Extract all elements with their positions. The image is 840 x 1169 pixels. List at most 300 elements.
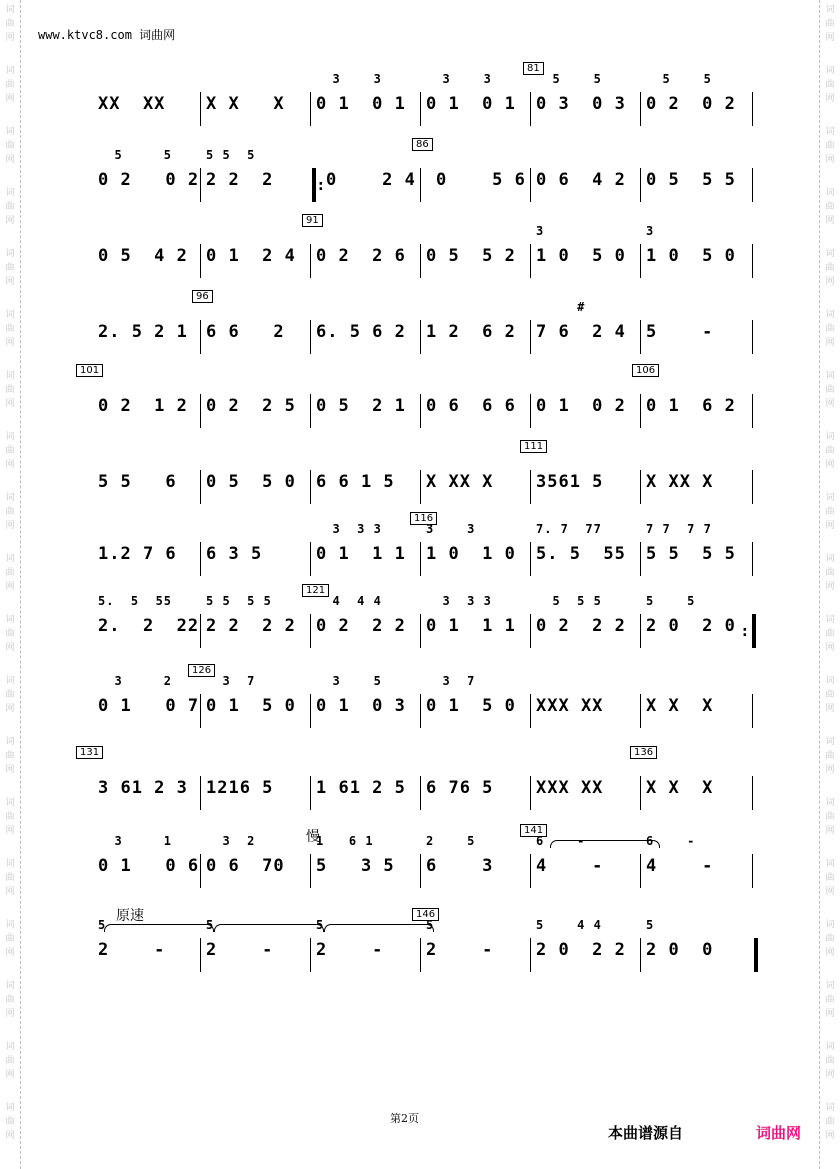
measure-notes: X X X [646, 778, 714, 798]
barline [200, 854, 201, 888]
watermark-char: 词 [5, 737, 15, 747]
barline [420, 938, 421, 972]
measure-notes: 2 2 2 2 [206, 616, 296, 636]
measure-notes: XXX XX [536, 696, 604, 716]
watermark-char: 词 [5, 554, 15, 564]
watermark-char: 词 [5, 981, 15, 991]
tie-a [104, 924, 214, 932]
watermark-char: 网 [825, 155, 835, 165]
measure-notes: 2 - [426, 940, 494, 960]
watermark-char: 网 [825, 521, 835, 531]
barline [310, 244, 311, 278]
watermark-char: 曲 [825, 446, 835, 456]
watermark-char: 曲 [5, 995, 15, 1005]
watermark-char: 网 [5, 948, 15, 958]
upper-voice: 5 5 5 [206, 148, 256, 162]
watermark-char: 曲 [825, 1056, 835, 1066]
score-row [80, 365, 756, 430]
upper-voice: 5 [206, 918, 215, 932]
measure-notes: 3 61 2 3 [98, 778, 188, 798]
measure-notes: 0 6 70 [206, 856, 285, 876]
page-number: 第2页 [390, 1112, 419, 1125]
upper-voice: # [536, 300, 586, 314]
barline [752, 776, 753, 810]
watermark-char: 词 [825, 554, 835, 564]
watermark-char: 词 [825, 5, 835, 15]
upper-voice: 3 [646, 224, 655, 238]
measure-notes: 2 - [316, 940, 384, 960]
upper-voice: 4 4 4 [316, 594, 382, 608]
watermark-char: 词 [825, 1103, 835, 1113]
barline [752, 694, 753, 728]
barline [200, 168, 201, 202]
watermark-char: 网 [5, 338, 15, 348]
barline [310, 694, 311, 728]
score-row [96, 291, 756, 356]
measure-notes: 0 6 6 6 [426, 396, 516, 416]
barline [640, 244, 641, 278]
barline [752, 168, 753, 202]
measure-notes: 3561 5 [536, 472, 604, 492]
barline [752, 394, 753, 428]
watermark-char: 词 [5, 188, 15, 198]
measure-notes: XXX XX [536, 778, 604, 798]
barline [200, 470, 201, 504]
barline [530, 776, 531, 810]
score-row [96, 513, 756, 578]
measure-notes: 0 1 0 1 [316, 94, 406, 114]
measure-number: 101 [76, 364, 103, 377]
watermark-char: 曲 [825, 629, 835, 639]
measure-number: 136 [630, 746, 657, 759]
measure-notes: 0 3 0 3 [536, 94, 626, 114]
watermark-char: 词 [5, 615, 15, 625]
watermark-char: 网 [5, 582, 15, 592]
upper-voice: 5 5 [646, 72, 712, 86]
watermark-char: 网 [825, 1131, 835, 1141]
tie-141 [550, 840, 660, 848]
watermark-char: 网 [825, 33, 835, 43]
watermark-char: 曲 [825, 934, 835, 944]
measure-notes: 2. 2 22 [98, 616, 200, 636]
watermark-char: 词 [825, 676, 835, 686]
watermark-char: 词 [825, 859, 835, 869]
watermark-char: 词 [825, 737, 835, 747]
upper-voice: 3 1 [98, 834, 173, 848]
measure-number: 106 [632, 364, 659, 377]
barline [420, 168, 421, 202]
watermark-char: 曲 [825, 873, 835, 883]
measure-notes: 0 2 0 2 [646, 94, 736, 114]
barline [640, 168, 641, 202]
tempo-original-label: 原速 [116, 908, 144, 924]
barline [530, 394, 531, 428]
watermark-char: 网 [5, 887, 15, 897]
watermark-char: 曲 [5, 1117, 15, 1127]
watermark-char: 网 [825, 277, 835, 287]
measure-notes: 0 5 6 [436, 170, 526, 190]
measure-notes: 0 5 5 5 [646, 170, 736, 190]
barline [530, 92, 531, 126]
watermark-char: 网 [825, 94, 835, 104]
upper-voice: 3 2 [98, 674, 173, 688]
barline [640, 470, 641, 504]
barline [310, 614, 311, 648]
watermark-char: 网 [5, 826, 15, 836]
upper-voice: 6 - [646, 834, 696, 848]
watermark-char: 词 [5, 859, 15, 869]
watermark-char: 词 [825, 798, 835, 808]
upper-voice: 3 7 [426, 674, 476, 688]
watermark-char: 曲 [5, 385, 15, 395]
barline [530, 168, 531, 202]
measure-notes: X X X [206, 94, 285, 114]
watermark-char: 词 [825, 493, 835, 503]
measure-notes: 7 6 2 4 [536, 322, 626, 342]
watermark-char: 词 [5, 127, 15, 137]
measure-notes: 1.2 7 6 [98, 544, 177, 564]
watermark-char: 网 [5, 765, 15, 775]
tie-b [214, 924, 324, 932]
barline [530, 694, 531, 728]
watermark-char: 词 [825, 127, 835, 137]
upper-voice: 5. 5 55 [98, 594, 173, 608]
upper-voice: 5 5 [646, 594, 696, 608]
watermark-char: 词 [825, 432, 835, 442]
measure-number: 91 [302, 214, 323, 227]
measure-notes: 5 3 5 [316, 856, 395, 876]
watermark-char: 网 [5, 155, 15, 165]
measure-notes: 2 2 2 [206, 170, 274, 190]
measure-notes: 6. 5 6 2 [316, 322, 406, 342]
upper-voice: 7. 7 77 [536, 522, 602, 536]
measure-notes: 0 1 0 2 [536, 396, 626, 416]
watermark-char: 网 [5, 33, 15, 43]
measure-number: 126 [188, 664, 215, 677]
upper-voice: 3 3 [426, 72, 492, 86]
measure-notes: 1216 5 [206, 778, 274, 798]
watermark-char: 词 [825, 981, 835, 991]
watermark-char: 词 [825, 66, 835, 76]
upper-voice: 5 [316, 918, 325, 932]
watermark-char: 网 [825, 1070, 835, 1080]
upper-voice: 3 5 [316, 674, 382, 688]
measure-notes: 0 1 5 0 [426, 696, 516, 716]
watermark-char: 曲 [5, 202, 15, 212]
barline [420, 614, 421, 648]
score-row [96, 585, 756, 650]
measure-notes: 0 2 2 5 [206, 396, 296, 416]
score-row [96, 63, 756, 128]
upper-voice: 5 [98, 918, 107, 932]
watermark-char: 网 [825, 1009, 835, 1019]
watermark-char: 网 [825, 643, 835, 653]
barline [420, 92, 421, 126]
source-brand: 词曲网 [756, 1124, 802, 1142]
thick-barline [312, 168, 316, 202]
upper-voice: 3 3 [316, 72, 382, 86]
watermark-char: 曲 [825, 507, 835, 517]
barline [310, 542, 311, 576]
measure-notes: 1 2 6 2 [426, 322, 516, 342]
upper-voice: 3 3 3 [426, 594, 492, 608]
upper-voice: 5 [426, 918, 435, 932]
measure-notes: 5 - [646, 322, 714, 342]
watermark-char: 词 [5, 310, 15, 320]
measure-notes: 0 2 2 2 [536, 616, 626, 636]
watermark-char: 曲 [5, 629, 15, 639]
upper-voice: 3 2 [206, 834, 256, 848]
upper-voice: 3 3 3 [316, 522, 382, 536]
upper-voice: 2 5 [426, 834, 476, 848]
measure-number: 131 [76, 746, 103, 759]
watermark-char: 网 [5, 399, 15, 409]
watermark-char: 曲 [825, 263, 835, 273]
watermark-char: 词 [825, 371, 835, 381]
watermark-char: 网 [5, 460, 15, 470]
measure-notes: 0 5 2 1 [316, 396, 406, 416]
measure-notes: 5 5 6 [98, 472, 177, 492]
watermark-char: 词 [5, 1042, 15, 1052]
barline [752, 854, 753, 888]
measure-notes: 0 6 4 2 [536, 170, 626, 190]
measure-notes: 4 - [536, 856, 604, 876]
barline [310, 320, 311, 354]
measure-notes: 0 2 4 [326, 170, 416, 190]
measure-number: 121 [302, 584, 329, 597]
measure-notes: 0 5 4 2 [98, 246, 188, 266]
watermark-char: 网 [825, 765, 835, 775]
barline [640, 776, 641, 810]
barline [752, 542, 753, 576]
measure-notes: 1 0 5 0 [536, 246, 626, 266]
watermark-char: 网 [5, 643, 15, 653]
measure-notes: 1 0 1 0 [426, 544, 516, 564]
barline [530, 542, 531, 576]
watermark-char: 网 [5, 277, 15, 287]
watermark-char: 词 [825, 615, 835, 625]
barline [310, 394, 311, 428]
barline [420, 694, 421, 728]
watermark-char: 网 [825, 826, 835, 836]
watermark-char: 曲 [825, 568, 835, 578]
watermark-char: 词 [825, 920, 835, 930]
barline [310, 938, 311, 972]
watermark-char: 网 [825, 582, 835, 592]
barline [640, 854, 641, 888]
measure-notes: 2 0 2 2 [536, 940, 626, 960]
barline [640, 938, 641, 972]
measure-notes: 2 - [98, 940, 166, 960]
measure-number: 141 [520, 824, 547, 837]
upper-voice: 3 7 [206, 674, 256, 688]
measure-notes: 0 1 5 0 [206, 696, 296, 716]
barline [200, 394, 201, 428]
watermark-char: 曲 [825, 385, 835, 395]
watermark-char: 曲 [825, 324, 835, 334]
tempo-slow-label: 慢 [306, 829, 320, 845]
barline [640, 542, 641, 576]
watermark-char: 词 [825, 249, 835, 259]
barline [530, 614, 531, 648]
watermark-char: 词 [5, 66, 15, 76]
barline [752, 92, 753, 126]
upper-voice: 5 4 4 [536, 918, 602, 932]
barline [640, 92, 641, 126]
measure-notes: 0 1 0 7 [98, 696, 200, 716]
barline [200, 614, 201, 648]
barline [640, 614, 641, 648]
watermark-char: 词 [5, 432, 15, 442]
source-label: 本曲谱源自 [608, 1124, 684, 1142]
watermark-char: 词 [825, 310, 835, 320]
barline [310, 92, 311, 126]
barline [420, 470, 421, 504]
watermark-char: 曲 [5, 263, 15, 273]
watermark-char: 曲 [825, 751, 835, 761]
measure-notes: 6 3 5 [206, 544, 263, 564]
watermark-char: 曲 [5, 934, 15, 944]
measure-notes: 6 3 [426, 856, 494, 876]
measure-notes: 1 0 5 0 [646, 246, 736, 266]
score-row [96, 825, 756, 890]
watermark-char: 曲 [5, 19, 15, 29]
barline [420, 776, 421, 810]
watermark-char: 网 [5, 1009, 15, 1019]
upper-voice: 5 5 [536, 72, 602, 86]
upper-voice: 5 5 5 5 [206, 594, 272, 608]
barline [200, 938, 201, 972]
measure-notes: 4 - [646, 856, 714, 876]
barline [200, 776, 201, 810]
thick-barline [752, 614, 756, 648]
watermark-char: 曲 [825, 1117, 835, 1127]
barline [200, 244, 201, 278]
site-url: www.ktvc8.com 词曲网 [38, 28, 176, 42]
watermark-char: 曲 [5, 873, 15, 883]
repeat-start-sign: : [318, 178, 324, 194]
upper-voice: 6 - [536, 834, 586, 848]
barline [200, 320, 201, 354]
upper-voice: 5 [646, 918, 655, 932]
measure-notes: 5 5 5 5 [646, 544, 736, 564]
watermark-char: 网 [5, 704, 15, 714]
measure-notes: X X X [646, 696, 714, 716]
measure-notes: 0 1 0 6 [98, 856, 200, 876]
thick-barline [754, 938, 758, 972]
watermark-char: 网 [825, 887, 835, 897]
barline [530, 470, 531, 504]
measure-notes: 6 6 2 [206, 322, 285, 342]
watermark-char: 网 [5, 1131, 15, 1141]
score-row [80, 747, 756, 812]
watermark-char: 曲 [825, 141, 835, 151]
watermark-char: 曲 [5, 446, 15, 456]
measure-notes: 0 1 1 1 [426, 616, 516, 636]
barline [530, 244, 531, 278]
watermark-char: 曲 [5, 568, 15, 578]
measure-notes: 0 1 2 4 [206, 246, 296, 266]
measure-notes: 0 1 1 1 [316, 544, 406, 564]
watermark-char: 曲 [825, 19, 835, 29]
watermark-char: 词 [5, 5, 15, 15]
measure-number: 86 [412, 138, 433, 151]
measure-notes: X XX X [646, 472, 714, 492]
measure-notes: 1 61 2 5 [316, 778, 406, 798]
watermark-char: 网 [825, 948, 835, 958]
watermark-char: 网 [5, 216, 15, 226]
barline [420, 854, 421, 888]
watermark-char: 曲 [825, 812, 835, 822]
barline [310, 470, 311, 504]
barline [640, 694, 641, 728]
upper-voice: 5 5 5 [536, 594, 602, 608]
measure-notes: X XX X [426, 472, 494, 492]
watermark-char: 曲 [5, 751, 15, 761]
watermark-char: 词 [5, 249, 15, 259]
measure-notes: 0 5 5 0 [206, 472, 296, 492]
watermark-char: 曲 [5, 141, 15, 151]
watermark-char: 词 [825, 188, 835, 198]
barline [530, 854, 531, 888]
watermark-char: 曲 [5, 812, 15, 822]
barline [200, 542, 201, 576]
measure-notes: 0 1 0 3 [316, 696, 406, 716]
watermark-char: 网 [825, 216, 835, 226]
barline [530, 320, 531, 354]
measure-notes: 5. 5 55 [536, 544, 626, 564]
barline [420, 542, 421, 576]
watermark-char: 曲 [5, 1056, 15, 1066]
watermark-char: 词 [5, 798, 15, 808]
measure-notes: XX XX [98, 94, 166, 114]
barline [752, 244, 753, 278]
upper-voice: 5 5 [98, 148, 173, 162]
barline [200, 92, 201, 126]
tie-c [324, 924, 434, 932]
watermark-char: 曲 [5, 690, 15, 700]
repeat-end-sign: : [742, 624, 748, 640]
watermark-char: 曲 [825, 80, 835, 90]
watermark-char: 网 [5, 521, 15, 531]
barline [752, 470, 753, 504]
measure-notes: 2. 5 2 1 [98, 322, 188, 342]
score-row [96, 215, 756, 280]
upper-voice: 7 7 7 7 [646, 522, 712, 536]
watermark-char: 网 [825, 338, 835, 348]
watermark-char: 词 [825, 1042, 835, 1052]
watermark-char: 曲 [5, 324, 15, 334]
watermark-char: 曲 [5, 80, 15, 90]
measure-number: 111 [520, 440, 547, 453]
barline [640, 320, 641, 354]
watermark-char: 网 [5, 94, 15, 104]
watermark-char: 曲 [825, 690, 835, 700]
watermark-char: 网 [825, 704, 835, 714]
measure-number: 116 [410, 512, 437, 525]
measure-notes: 0 2 2 6 [316, 246, 406, 266]
score-row [96, 441, 756, 506]
watermark-char: 网 [5, 1070, 15, 1080]
measure-notes: 0 1 6 2 [646, 396, 736, 416]
measure-notes: 2 - [206, 940, 274, 960]
score-row [96, 139, 756, 204]
upper-voice: 3 [536, 224, 545, 238]
measure-notes: 0 2 1 2 [98, 396, 188, 416]
barline [420, 394, 421, 428]
barline [200, 694, 201, 728]
measure-notes: 6 6 1 5 [316, 472, 395, 492]
